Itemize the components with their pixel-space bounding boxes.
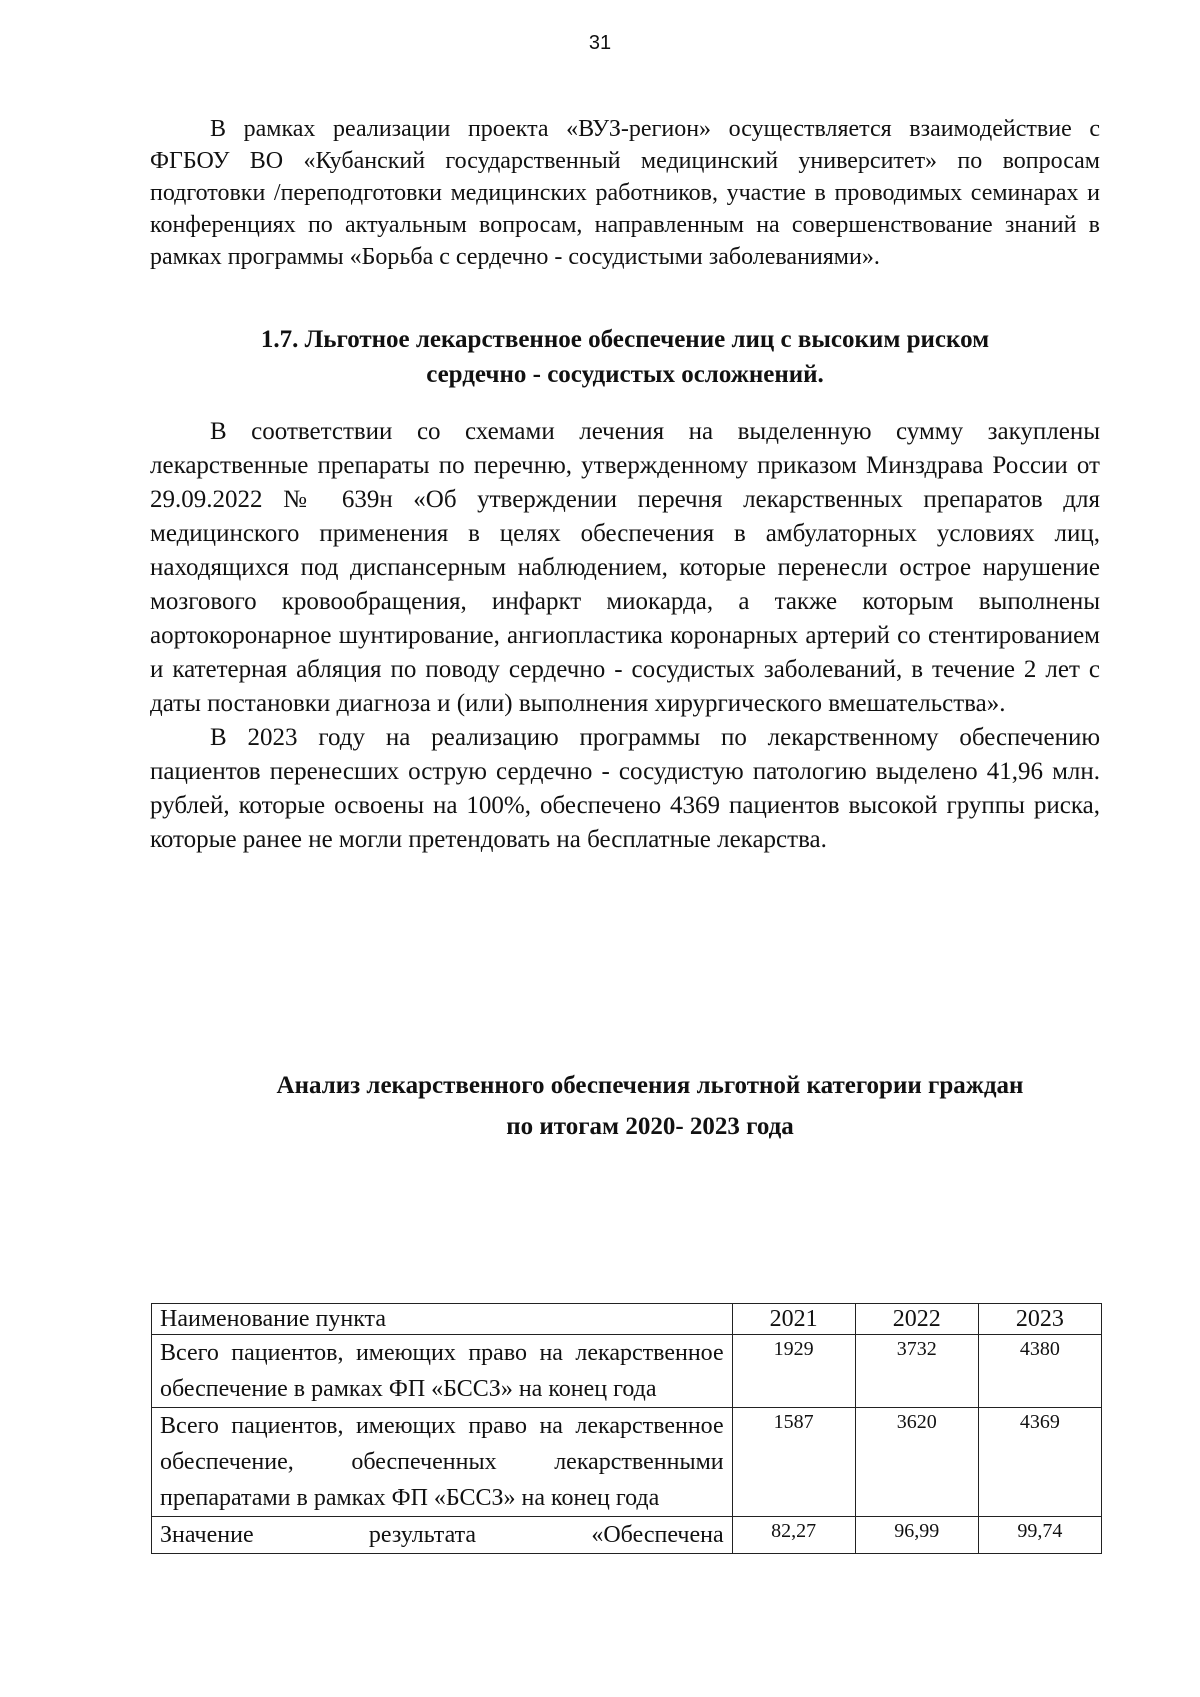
paragraph-text: В рамках реализации проекта «ВУЗ-регион» осуществляется взаимодействие с ФГБОУ ВО «Кубанский государственный медицинский университет» по вопросам подготовки /переподготовки медицинских работников, участие в проводимых семинарах и конференциях по актуальным вопросам, направленным на совершенствование знаний в рамках программы «Борьба с сердечно - сосудистыми заболеваниями».: [150, 116, 1100, 270]
row-value-2022: 96,99: [855, 1517, 978, 1554]
table-title-line-1: Анализ лекарственного обеспечения льготной категории граждан: [276, 1072, 1024, 1099]
section-heading: [150, 322, 1100, 392]
table-row: [152, 1408, 1102, 1517]
paragraph-2023-funding: В 2023 году на реализацию программы по лекарственному обеспечению пациентов перенесших острую сердечно - сосудистую патологию выделено 41,96 млн. рублей, которые освоены на 100%, обеспечено 4369 пациентов высокой группы риска, которые ранее не могли претендовать на бесплатные лекарства.: [150, 724, 1100, 853]
row-name-cell: Всего пациентов, имеющих право на лекарственное обеспечение, обеспеченных лекарственными препаратами в рамках ФП «БССЗ» на конец года: [152, 1408, 733, 1517]
row-value-2023: 4380: [978, 1335, 1101, 1408]
table-header-row: [152, 1304, 1102, 1335]
row-value-2023: 4369: [978, 1408, 1101, 1517]
section-heading-line-1: 1.7. Льготное лекарственное обеспечение лиц с высоким риском: [260, 326, 990, 353]
header-year-2022: 2022: [855, 1304, 978, 1335]
paragraphs-drug-supply: [150, 415, 1100, 857]
section-heading-line-2: сердечно - сосудистых осложнений.: [426, 361, 824, 388]
row-name-cell: Значение результата «Обеспечена: [152, 1517, 733, 1554]
table-title-line-2: по итогам 2020- 2023 года: [506, 1113, 794, 1140]
row-value-2023: 99,74: [978, 1517, 1101, 1554]
row-value-2021: 82,27: [732, 1517, 855, 1554]
row-value-2021: 1929: [732, 1335, 855, 1408]
header-year-2021: 2021: [732, 1304, 855, 1335]
header-name-cell: Наименование пункта: [152, 1304, 733, 1335]
row-name-cell: Всего пациентов, имеющих право на лекарственное обеспечение в рамках ФП «БССЗ» на конец года: [152, 1335, 733, 1408]
row-value-2022: 3620: [855, 1408, 978, 1517]
header-year-2023: 2023: [978, 1304, 1101, 1335]
table-title: [150, 1065, 1150, 1147]
row-value-2021: 1587: [732, 1408, 855, 1517]
row-value-2022: 3732: [855, 1335, 978, 1408]
table-row: [152, 1335, 1102, 1408]
table-row: [152, 1517, 1102, 1554]
drug-supply-table: [151, 1303, 1102, 1554]
paragraph-vuz-region: [150, 113, 1100, 273]
page-number: 31: [588, 32, 612, 54]
paragraph-treatment-schemes: В соответствии со схемами лечения на выделенную сумму закуплены лекарственные препараты по перечню, утвержденному приказом Минздрава России от 29.09.2022 № 639н «Об утверждении перечня лекарственных препаратов для медицинского применения в целях обеспечения в амбулаторных условиях лиц, находящихся под диспансерным наблюдением, которые перенесли острое нарушение мозгового кровообращения, инфаркт миокарда, а также которым выполнены аортокоронарное шунтирование, ангиопластика коронарных артерий со стентированием и катетерная абляция по поводу сердечно - сосудистых заболеваний, в течение 2 лет с даты постановки диагноза и (или) выполнения хирургического вмешательства».: [150, 418, 1100, 717]
